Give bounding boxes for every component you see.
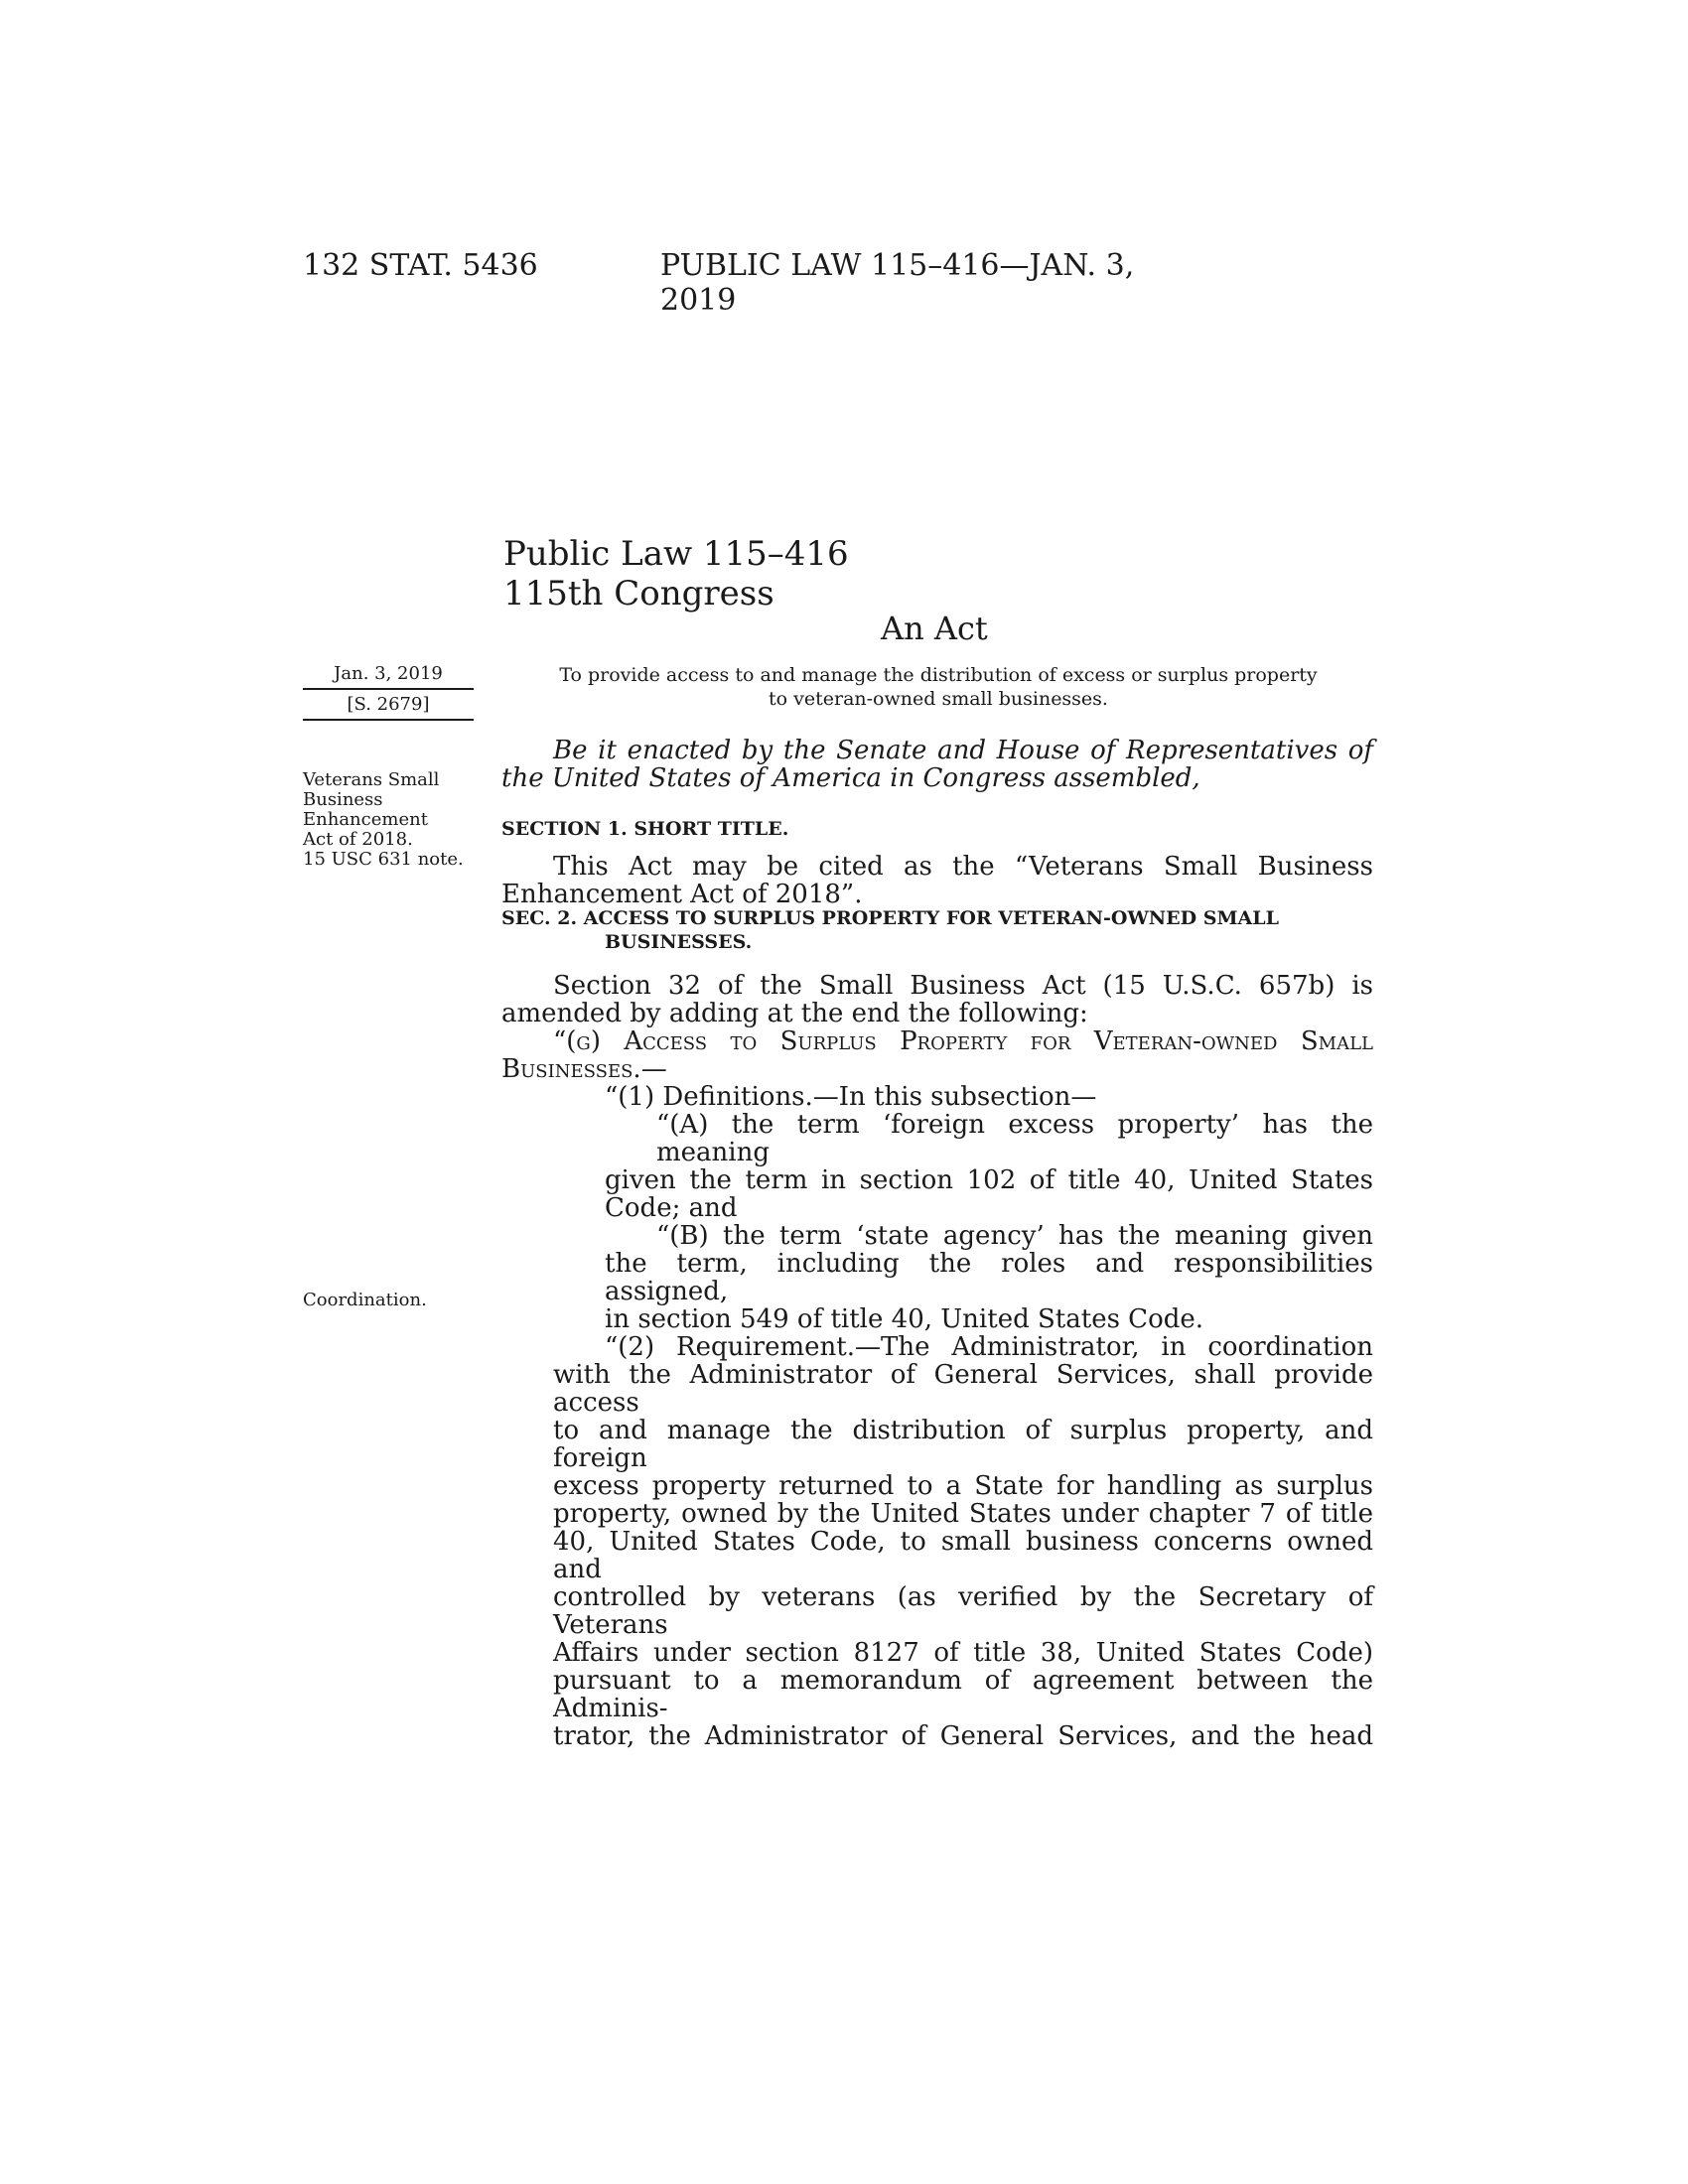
section-1-text-line: Enhancement Act of 2018”. xyxy=(501,880,863,909)
paragraph-2-line: pursuant to a memorandum of agreement between the Adminis- xyxy=(553,1666,1373,1723)
purpose-line: To provide access to and manage the distribution of excess or surplus property xyxy=(559,664,1318,686)
paragraph-2-line: 40, United States Code, to small business concerns owned and xyxy=(553,1527,1373,1584)
paragraph-2-line: to and manage the distribution of surplus property, and foreign xyxy=(553,1416,1373,1473)
paragraph-2-line: excess property returned to a State for handling as surplus xyxy=(553,1471,1373,1501)
bill-number: [S. 2679] xyxy=(303,690,474,721)
subparagraph-a-line: given the term in section 102 of title 40, United States xyxy=(605,1165,1373,1195)
subparagraph-b-line: “(B) the term ‘state agency’ has the meaning given xyxy=(656,1221,1373,1251)
section-1-text-line: This Act may be cited as the “Veterans Small Business xyxy=(553,852,1373,882)
paragraph-2-line: with the Administrator of General Services, shall provide access xyxy=(553,1360,1373,1418)
margin-note-line: Business xyxy=(303,789,383,810)
margin-note-line: 15 USC 631 note. xyxy=(303,849,464,870)
congress-number: 115th Congress xyxy=(503,574,774,614)
subsection-g-heading-cont: Businesses.— xyxy=(501,1054,667,1084)
subparagraph-a-line: Code; and xyxy=(605,1193,738,1223)
paragraph-1-definitions: “(1) Definitions.—In this subsection— xyxy=(605,1082,1097,1112)
law-title-block xyxy=(503,534,849,614)
paragraph-2-line: “(2) Requirement.—The Administrator, in coordination xyxy=(605,1332,1373,1362)
paragraph-2-line: trator, the Administrator of General Services, and the head xyxy=(553,1721,1373,1751)
section-2-intro-line: Section 32 of the Small Business Act (15 U.S.C. 657b) is xyxy=(553,971,1373,1001)
margin-note-short-title xyxy=(303,770,482,870)
statute-reference: 132 STAT. 5436 xyxy=(303,248,538,283)
subparagraph-a xyxy=(501,1111,1373,1222)
enactment-date: Jan. 3, 2019 xyxy=(303,663,474,690)
subsection-g-heading: “(g) Access to Surplus Property for Veteran-owned Small xyxy=(553,1026,1373,1056)
section-2 xyxy=(501,906,1373,1750)
enacting-line: Be it enacted by the Senate and House of Representatives of xyxy=(553,736,1373,765)
enacting-clause xyxy=(501,737,1373,792)
margin-note-line: Veterans Small xyxy=(303,769,440,790)
margin-note-coordination: Coordination. xyxy=(303,1290,427,1310)
section-1 xyxy=(501,817,1373,908)
paragraph-2-requirement xyxy=(501,1333,1373,1750)
margin-note-line: Enhancement xyxy=(303,809,428,830)
public-law-reference: PUBLIC LAW 115–416—JAN. 3, 2019 xyxy=(660,248,1135,318)
subparagraph-b xyxy=(501,1222,1373,1333)
subparagraph-b-line: the term, including the roles and responsibilities assigned, xyxy=(605,1249,1373,1306)
section-1-heading: SECTION 1. SHORT TITLE. xyxy=(501,818,789,840)
subparagraph-b-line: in section 549 of title 40, United States Code. xyxy=(605,1304,1204,1334)
margin-note-line: Act of 2018. xyxy=(303,829,413,850)
paragraph-2-line: Affairs under section 8127 of title 38, United States Code) xyxy=(553,1638,1373,1668)
subparagraph-a-line: “(A) the term ‘foreign excess property’ has the meaning xyxy=(656,1110,1373,1167)
paragraph-2-line: property, owned by the United States under chapter 7 of title xyxy=(553,1499,1373,1529)
an-act-heading: An Act xyxy=(881,610,988,647)
margin-date-block xyxy=(303,663,474,721)
purpose-statement xyxy=(536,663,1340,711)
section-2-intro-line: amended by adding at the end the following: xyxy=(501,999,1088,1028)
paragraph-2-line: controlled by veterans (as verified by the Secretary of Veterans xyxy=(553,1582,1373,1640)
public-law-number: Public Law 115–416 xyxy=(503,534,849,574)
purpose-line: to veteran-owned small businesses. xyxy=(769,688,1108,710)
section-2-heading-cont: BUSINESSES. xyxy=(605,931,753,953)
enacting-line: the United States of America in Congress assembled, xyxy=(501,763,1200,793)
section-2-heading: SEC. 2. ACCESS TO SURPLUS PROPERTY FOR VETERAN-OWNED SMALL xyxy=(501,907,1279,929)
